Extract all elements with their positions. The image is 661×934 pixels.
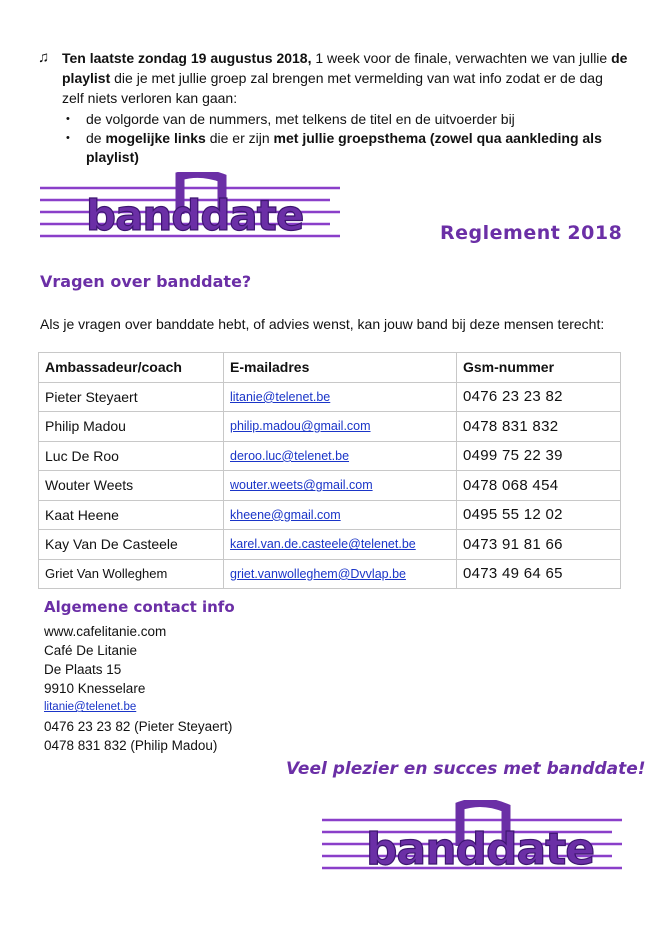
intro-bold-playlist: de playlist bbox=[62, 50, 628, 86]
list-item bbox=[62, 129, 628, 167]
table-header-row bbox=[39, 353, 621, 383]
intro-paragraph bbox=[62, 48, 628, 108]
email-link[interactable]: kheene@gmail.com bbox=[224, 500, 457, 530]
phone-number: 0495 55 12 02 bbox=[457, 500, 621, 530]
coach-name: Luc De Roo bbox=[39, 441, 224, 471]
logo-wordmark: banddate bbox=[366, 824, 595, 875]
banddate-logo-top bbox=[40, 172, 340, 244]
table-row bbox=[39, 471, 621, 501]
phone-number: 0476 23 23 82 bbox=[457, 382, 621, 412]
bullet-icon: • bbox=[66, 132, 70, 144]
table-row bbox=[39, 559, 621, 589]
bullet-2-mid: die er zijn bbox=[205, 130, 274, 146]
bullet-2-bold-2: met jullie groepsthema (zowel qua aankleding als playlist) bbox=[86, 130, 602, 165]
intro-bullet-list bbox=[62, 110, 628, 167]
coach-name: Griet Van Wolleghem bbox=[39, 559, 224, 589]
email-link[interactable]: wouter.weets@gmail.com bbox=[224, 471, 457, 501]
intro-bold-lead: Ten laatste zondag 19 augustus 2018, bbox=[62, 50, 312, 66]
contact-info bbox=[44, 622, 232, 755]
coach-name: Kay Van De Casteele bbox=[39, 530, 224, 560]
closing-message: Veel plezier en succes met banddate! bbox=[286, 759, 646, 779]
coach-name: Pieter Steyaert bbox=[39, 382, 224, 412]
list-item bbox=[62, 110, 628, 129]
coach-name: Kaat Heene bbox=[39, 500, 224, 530]
banddate-logo-bottom bbox=[322, 800, 622, 880]
phone-number: 0478 831 832 bbox=[457, 412, 621, 442]
bullet-text-1: de volgorde van de nummers, met telkens de titel en de uitvoerder bij bbox=[86, 111, 515, 127]
email-link[interactable]: litanie@telenet.be bbox=[224, 382, 457, 412]
bullet-2-bold-1: mogelijke links bbox=[105, 130, 206, 146]
email-link[interactable]: philip.madou@gmail.com bbox=[224, 412, 457, 442]
logo-wordmark: banddate bbox=[86, 191, 304, 240]
intro-section bbox=[38, 48, 628, 167]
coach-name: Philip Madou bbox=[39, 412, 224, 442]
email-link[interactable]: deroo.luc@telenet.be bbox=[224, 441, 457, 471]
table-row bbox=[39, 412, 621, 442]
contact-phone-1: 0476 23 23 82 (Pieter Steyaert) bbox=[44, 719, 233, 734]
bullet-2-pre: de bbox=[86, 130, 106, 146]
page-title: Reglement 2018 bbox=[440, 222, 623, 244]
table-row bbox=[39, 500, 621, 530]
contact-street: De Plaats 15 bbox=[44, 662, 122, 677]
contact-email-link[interactable]: litanie@telenet.be bbox=[44, 701, 137, 713]
header-phone: Gsm-nummer bbox=[457, 353, 621, 383]
coach-name: Wouter Weets bbox=[39, 471, 224, 501]
table-row bbox=[39, 530, 621, 560]
contact-heading: Algemene contact info bbox=[44, 598, 235, 616]
intro-text-1: 1 week voor de finale, verwachten we van jullie bbox=[311, 50, 612, 66]
coach-table bbox=[38, 352, 621, 589]
contact-venue: Café De Litanie bbox=[44, 643, 138, 658]
table-row bbox=[39, 382, 621, 412]
header-email: E-mailadres bbox=[224, 353, 457, 383]
phone-number: 0478 068 454 bbox=[457, 471, 621, 501]
intro-text-2: die je met jullie groep zal brengen met vermelding van wat info zodat er de dag zelf niets verloren kan gaan: bbox=[62, 70, 603, 106]
email-link[interactable]: griet.vanwolleghem@Dvvlap.be bbox=[224, 559, 457, 589]
table-row bbox=[39, 441, 621, 471]
phone-number: 0473 49 64 65 bbox=[457, 559, 621, 589]
music-note-icon: ♫ bbox=[38, 49, 50, 66]
bullet-icon: • bbox=[66, 113, 70, 125]
contact-city: 9910 Knesselare bbox=[44, 681, 146, 696]
phone-number: 0473 91 81 66 bbox=[457, 530, 621, 560]
questions-heading: Vragen over banddate? bbox=[40, 272, 252, 291]
email-link[interactable]: karel.van.de.casteele@telenet.be bbox=[224, 530, 457, 560]
lead-text: Als je vragen over banddate hebt, of advies wenst, kan jouw band bij deze mensen terecht: bbox=[40, 316, 605, 332]
phone-number: 0499 75 22 39 bbox=[457, 441, 621, 471]
header-coach: Ambassadeur/coach bbox=[39, 353, 224, 383]
contact-phone-2: 0478 831 832 (Philip Madou) bbox=[44, 738, 218, 753]
contact-website: www.cafelitanie.com bbox=[44, 624, 167, 639]
